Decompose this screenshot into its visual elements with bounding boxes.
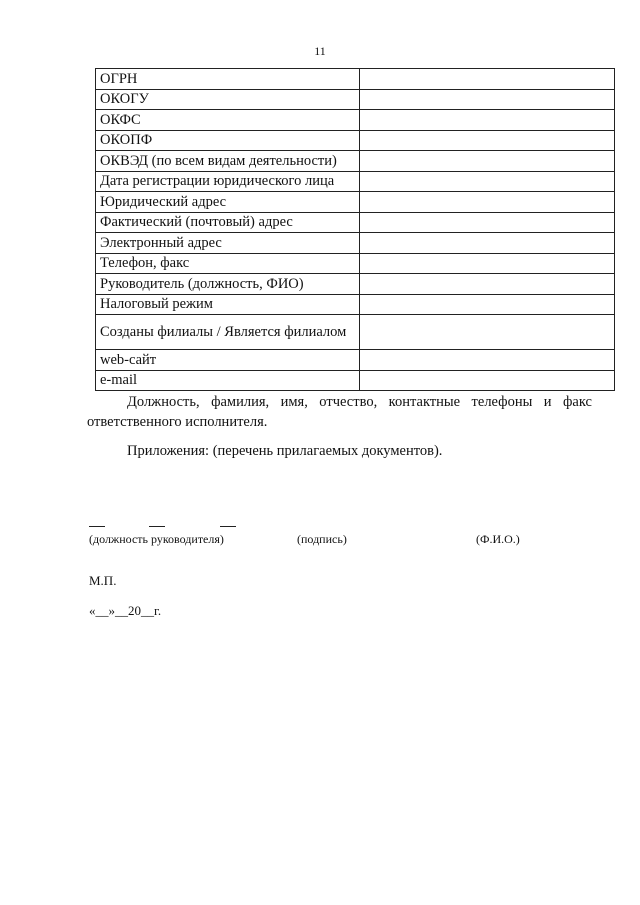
row-label-okfs: ОКФС bbox=[96, 110, 360, 131]
row-value-website bbox=[360, 350, 615, 371]
row-value-okfs bbox=[360, 110, 615, 131]
signature-label: (подпись) bbox=[297, 532, 347, 546]
signature-blank-line bbox=[220, 514, 236, 527]
row-value-ogrn bbox=[360, 69, 615, 90]
table-row bbox=[96, 89, 615, 110]
row-label-email: e-mail bbox=[96, 370, 360, 391]
page-number: 11 bbox=[314, 44, 326, 58]
table-row bbox=[96, 294, 615, 315]
table-row bbox=[96, 253, 615, 274]
row-value-branches bbox=[360, 315, 615, 350]
table-row bbox=[96, 130, 615, 151]
row-label-ogrn: ОГРН bbox=[96, 69, 360, 90]
row-value-phone-fax bbox=[360, 253, 615, 274]
name-label: (Ф.И.О.) bbox=[476, 532, 520, 546]
table-row bbox=[96, 151, 615, 172]
table-row bbox=[96, 233, 615, 254]
table-row bbox=[96, 350, 615, 371]
row-label-registration-date: Дата регистрации юридического лица bbox=[96, 171, 360, 192]
table-row bbox=[96, 171, 615, 192]
row-label-okogu: ОКОГУ bbox=[96, 89, 360, 110]
row-value-email-address bbox=[360, 233, 615, 254]
row-value-okogu bbox=[360, 89, 615, 110]
row-label-okved: ОКВЭД (по всем видам деятельности) bbox=[96, 151, 360, 172]
contact-paragraph: Должность, фамилия, имя, отчество, контактные телефоны и факс ответственного исполнителя. bbox=[87, 394, 592, 430]
row-value-okopf bbox=[360, 130, 615, 151]
table-row bbox=[96, 370, 615, 391]
attachments-text: Приложения: (перечень прилагаемых документов). bbox=[127, 443, 443, 459]
signature-blank-line bbox=[149, 514, 165, 527]
row-label-okopf: ОКОПФ bbox=[96, 130, 360, 151]
row-label-head: Руководитель (должность, ФИО) bbox=[96, 274, 360, 295]
row-label-branches: Созданы филиалы / Является филиалом bbox=[96, 315, 360, 350]
row-value-email bbox=[360, 370, 615, 391]
signature-blank-line bbox=[89, 514, 105, 527]
organization-info-table bbox=[95, 68, 615, 391]
row-value-head bbox=[360, 274, 615, 295]
row-value-okved bbox=[360, 151, 615, 172]
row-label-legal-address: Юридический адрес bbox=[96, 192, 360, 213]
table-row bbox=[96, 192, 615, 213]
table-row bbox=[96, 212, 615, 233]
row-label-phone-fax: Телефон, факс bbox=[96, 253, 360, 274]
row-label-email-address: Электронный адрес bbox=[96, 233, 360, 254]
stamp-label: М.П. bbox=[89, 573, 117, 588]
position-label: (должность руководителя) bbox=[89, 532, 224, 546]
table-row bbox=[96, 315, 615, 350]
row-value-tax-regime bbox=[360, 294, 615, 315]
table-row bbox=[96, 274, 615, 295]
row-label-website: web-сайт bbox=[96, 350, 360, 371]
row-value-postal-address bbox=[360, 212, 615, 233]
table-row bbox=[96, 69, 615, 90]
row-label-postal-address: Фактический (почтовый) адрес bbox=[96, 212, 360, 233]
date-template: «__»__20__г. bbox=[89, 603, 162, 618]
row-label-tax-regime: Налоговый режим bbox=[96, 294, 360, 315]
row-value-legal-address bbox=[360, 192, 615, 213]
table-row bbox=[96, 110, 615, 131]
row-value-registration-date bbox=[360, 171, 615, 192]
